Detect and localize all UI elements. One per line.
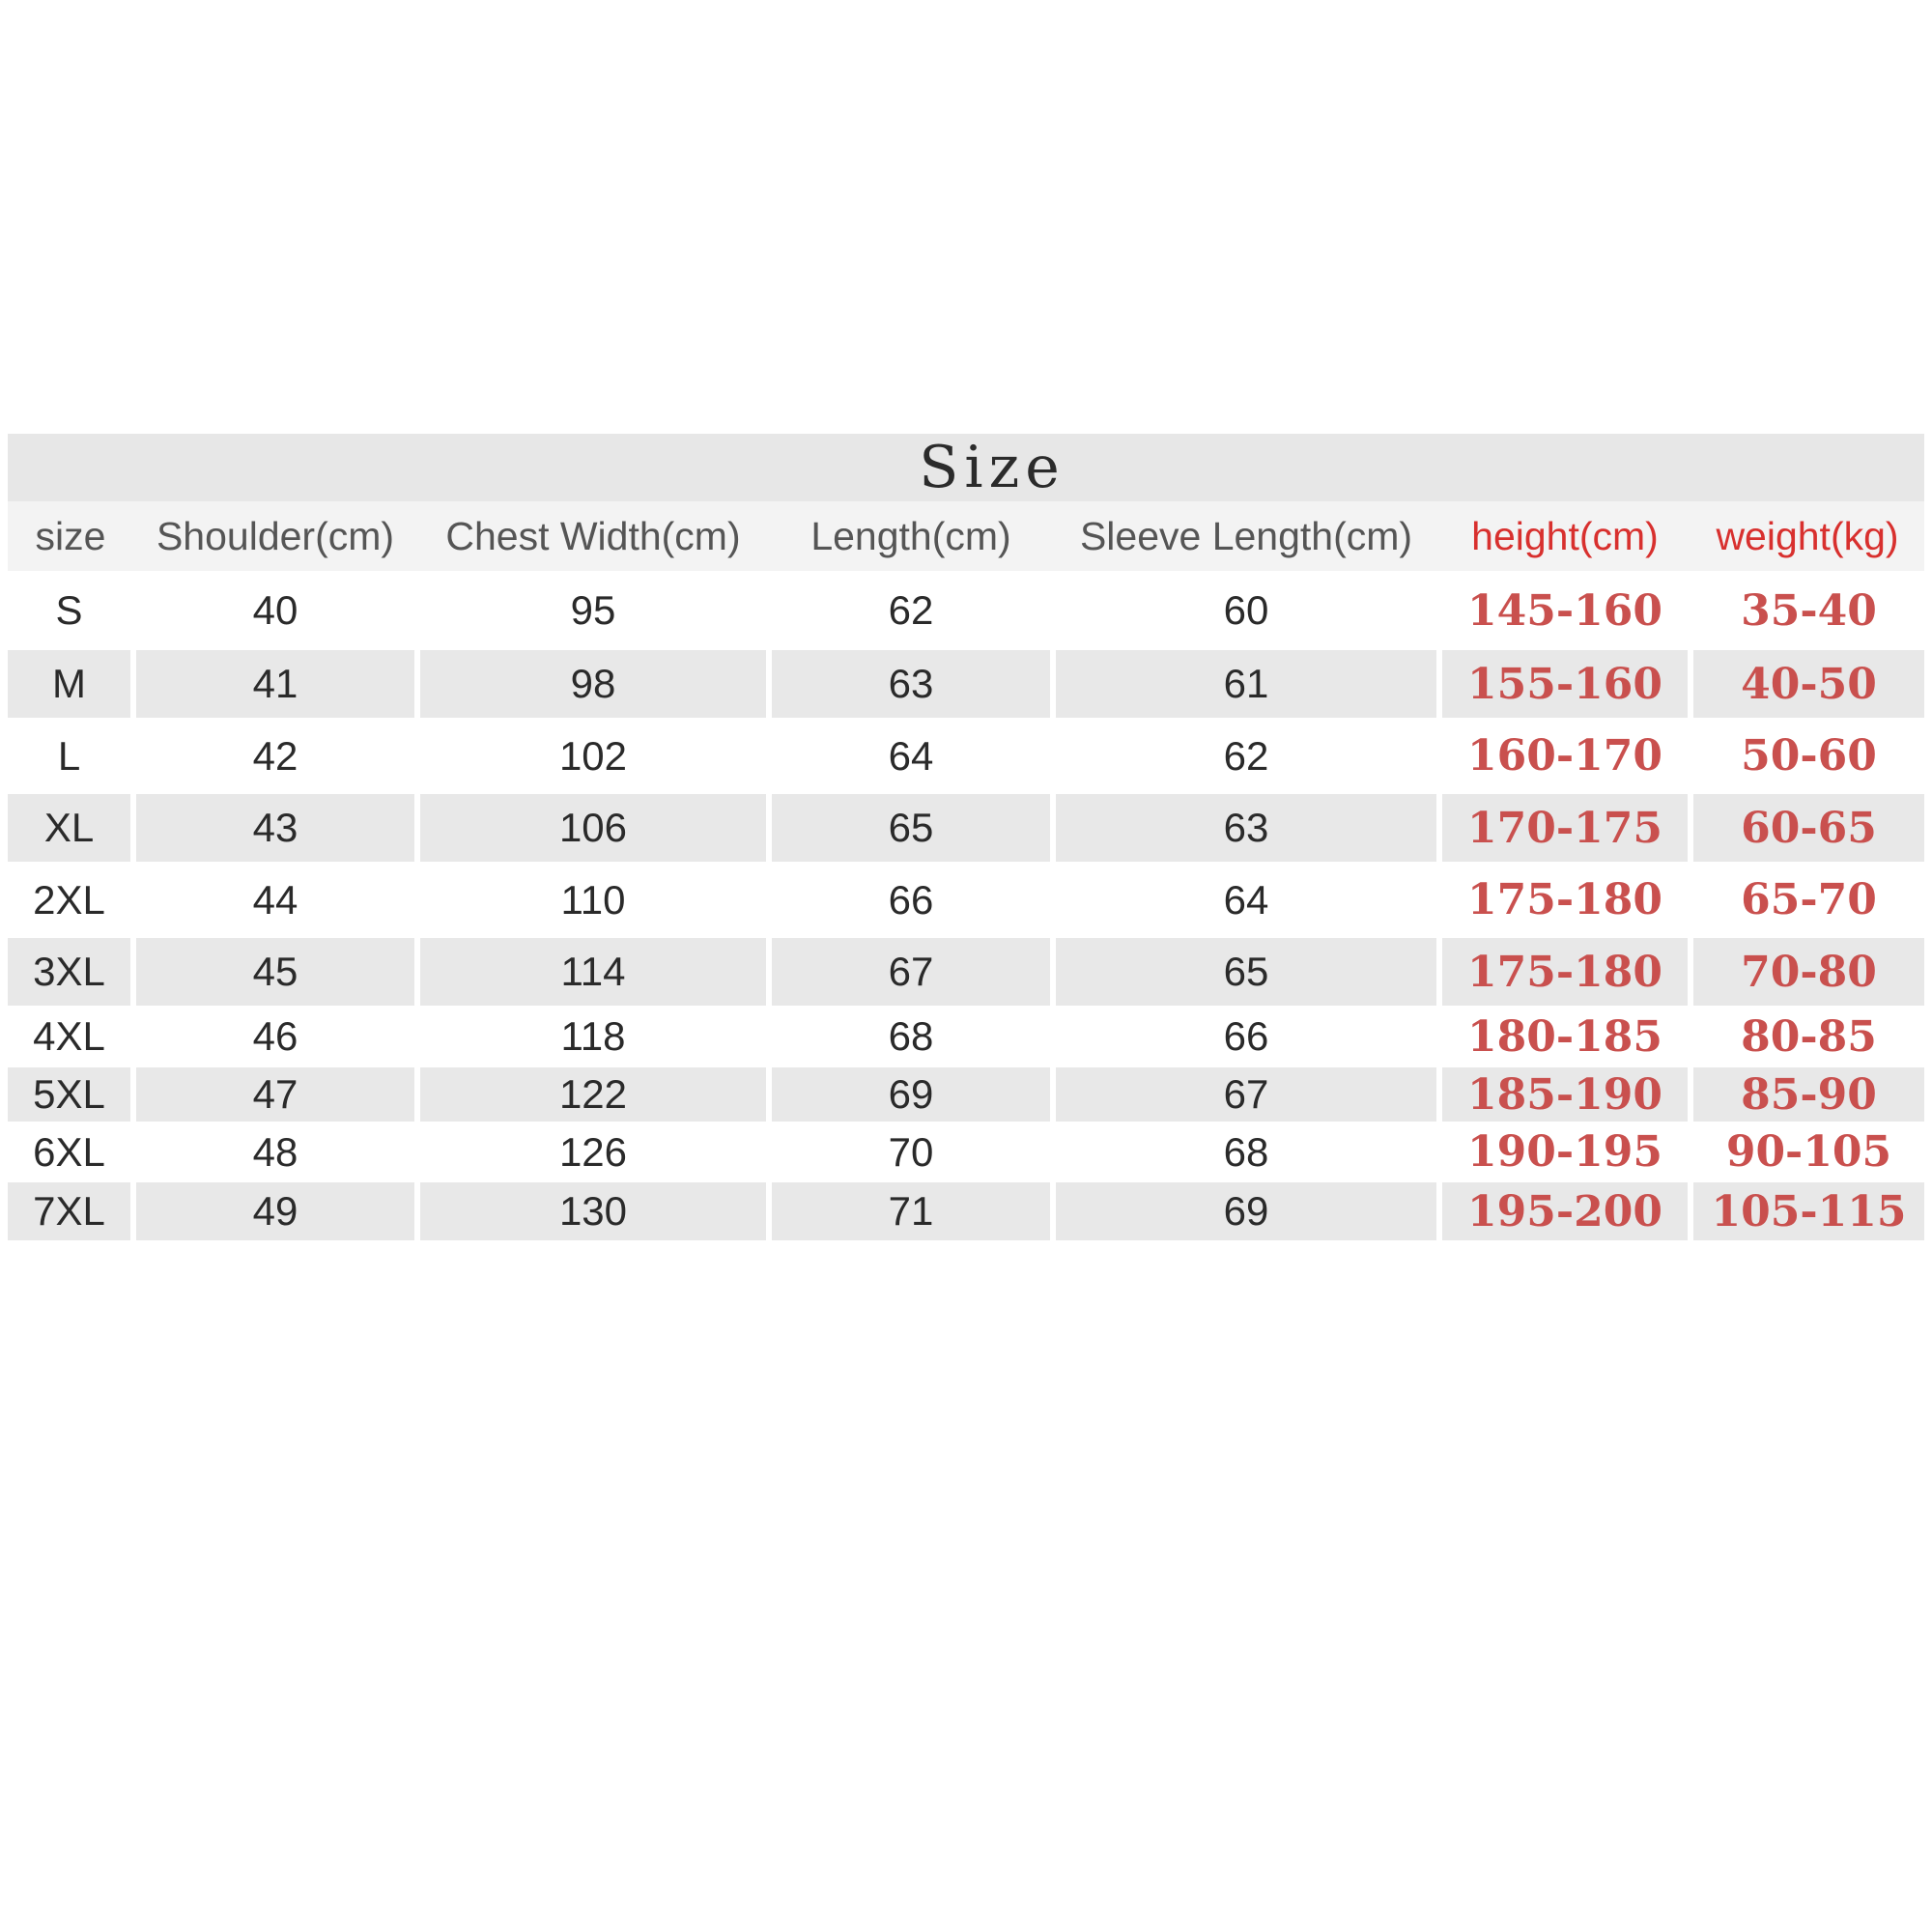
- header-row: [8, 501, 1924, 571]
- cell-chest-width: 95: [417, 571, 769, 650]
- cell-sleeve-length: 61: [1053, 650, 1439, 718]
- cell-shoulder: 42: [133, 718, 417, 794]
- cell-weight: 85-90: [1690, 1067, 1924, 1122]
- cell-length: 69: [769, 1067, 1053, 1122]
- header-size: size: [8, 501, 133, 571]
- table-row: [8, 794, 1924, 862]
- table-row: [8, 650, 1924, 718]
- cell-sleeve-length: 67: [1053, 1067, 1439, 1122]
- cell-length: 67: [769, 938, 1053, 1006]
- table-row: [8, 1006, 1924, 1067]
- cell-chest-width: 122: [417, 1067, 769, 1122]
- cell-length: 62: [769, 571, 1053, 650]
- cell-sleeve-length: 68: [1053, 1122, 1439, 1182]
- header-shoulder: Shoulder(cm): [133, 501, 417, 571]
- cell-weight: 60-65: [1690, 794, 1924, 862]
- cell-weight: 70-80: [1690, 938, 1924, 1006]
- cell-shoulder: 41: [133, 650, 417, 718]
- cell-weight: 65-70: [1690, 862, 1924, 938]
- cell-shoulder: 40: [133, 571, 417, 650]
- cell-shoulder: 47: [133, 1067, 417, 1122]
- cell-sleeve-length: 60: [1053, 571, 1439, 650]
- cell-length: 63: [769, 650, 1053, 718]
- cell-weight: 80-85: [1690, 1006, 1924, 1067]
- cell-shoulder: 49: [133, 1182, 417, 1240]
- cell-shoulder: 46: [133, 1006, 417, 1067]
- table-row: [8, 1182, 1924, 1240]
- cell-length: 65: [769, 794, 1053, 862]
- cell-height: 155-160: [1439, 650, 1690, 718]
- cell-chest-width: 118: [417, 1006, 769, 1067]
- cell-length: 64: [769, 718, 1053, 794]
- cell-size: M: [8, 650, 133, 718]
- cell-sleeve-length: 63: [1053, 794, 1439, 862]
- cell-height: 180-185: [1439, 1006, 1690, 1067]
- cell-chest-width: 130: [417, 1182, 769, 1240]
- cell-height: 170-175: [1439, 794, 1690, 862]
- header-chest-width: Chest Width(cm): [417, 501, 769, 571]
- cell-chest-width: 98: [417, 650, 769, 718]
- table-row: [8, 862, 1924, 938]
- cell-chest-width: 114: [417, 938, 769, 1006]
- cell-shoulder: 44: [133, 862, 417, 938]
- size-chart-table: [8, 434, 1924, 1240]
- cell-size: L: [8, 718, 133, 794]
- cell-sleeve-length: 62: [1053, 718, 1439, 794]
- cell-size: S: [8, 571, 133, 650]
- cell-size: 3XL: [8, 938, 133, 1006]
- cell-height: 195-200: [1439, 1182, 1690, 1240]
- cell-height: 160-170: [1439, 718, 1690, 794]
- table-row: [8, 1067, 1924, 1122]
- cell-sleeve-length: 69: [1053, 1182, 1439, 1240]
- cell-height: 190-195: [1439, 1122, 1690, 1182]
- table-row: [8, 718, 1924, 794]
- header-height: height(cm): [1439, 501, 1690, 571]
- cell-size: 4XL: [8, 1006, 133, 1067]
- header-length: Length(cm): [769, 501, 1053, 571]
- cell-shoulder: 43: [133, 794, 417, 862]
- cell-shoulder: 48: [133, 1122, 417, 1182]
- cell-chest-width: 126: [417, 1122, 769, 1182]
- table-row: [8, 938, 1924, 1006]
- cell-chest-width: 110: [417, 862, 769, 938]
- cell-length: 66: [769, 862, 1053, 938]
- cell-size: 7XL: [8, 1182, 133, 1240]
- cell-shoulder: 45: [133, 938, 417, 1006]
- cell-sleeve-length: 65: [1053, 938, 1439, 1006]
- cell-height: 145-160: [1439, 571, 1690, 650]
- cell-weight: 35-40: [1690, 571, 1924, 650]
- cell-size: 5XL: [8, 1067, 133, 1122]
- cell-weight: 40-50: [1690, 650, 1924, 718]
- cell-size: 2XL: [8, 862, 133, 938]
- table-row: [8, 571, 1924, 650]
- cell-height: 175-180: [1439, 862, 1690, 938]
- table-title: Size: [8, 434, 1924, 501]
- cell-weight: 90-105: [1690, 1122, 1924, 1182]
- cell-length: 71: [769, 1182, 1053, 1240]
- cell-length: 70: [769, 1122, 1053, 1182]
- cell-size: 6XL: [8, 1122, 133, 1182]
- cell-length: 68: [769, 1006, 1053, 1067]
- cell-sleeve-length: 64: [1053, 862, 1439, 938]
- cell-chest-width: 106: [417, 794, 769, 862]
- cell-weight: 50-60: [1690, 718, 1924, 794]
- cell-weight: 105-115: [1690, 1182, 1924, 1240]
- header-weight: weight(kg): [1690, 501, 1924, 571]
- cell-height: 175-180: [1439, 938, 1690, 1006]
- title-row: [8, 434, 1924, 501]
- cell-sleeve-length: 66: [1053, 1006, 1439, 1067]
- cell-size: XL: [8, 794, 133, 862]
- header-sleeve-length: Sleeve Length(cm): [1053, 501, 1439, 571]
- table-row: [8, 1122, 1924, 1182]
- cell-chest-width: 102: [417, 718, 769, 794]
- cell-height: 185-190: [1439, 1067, 1690, 1122]
